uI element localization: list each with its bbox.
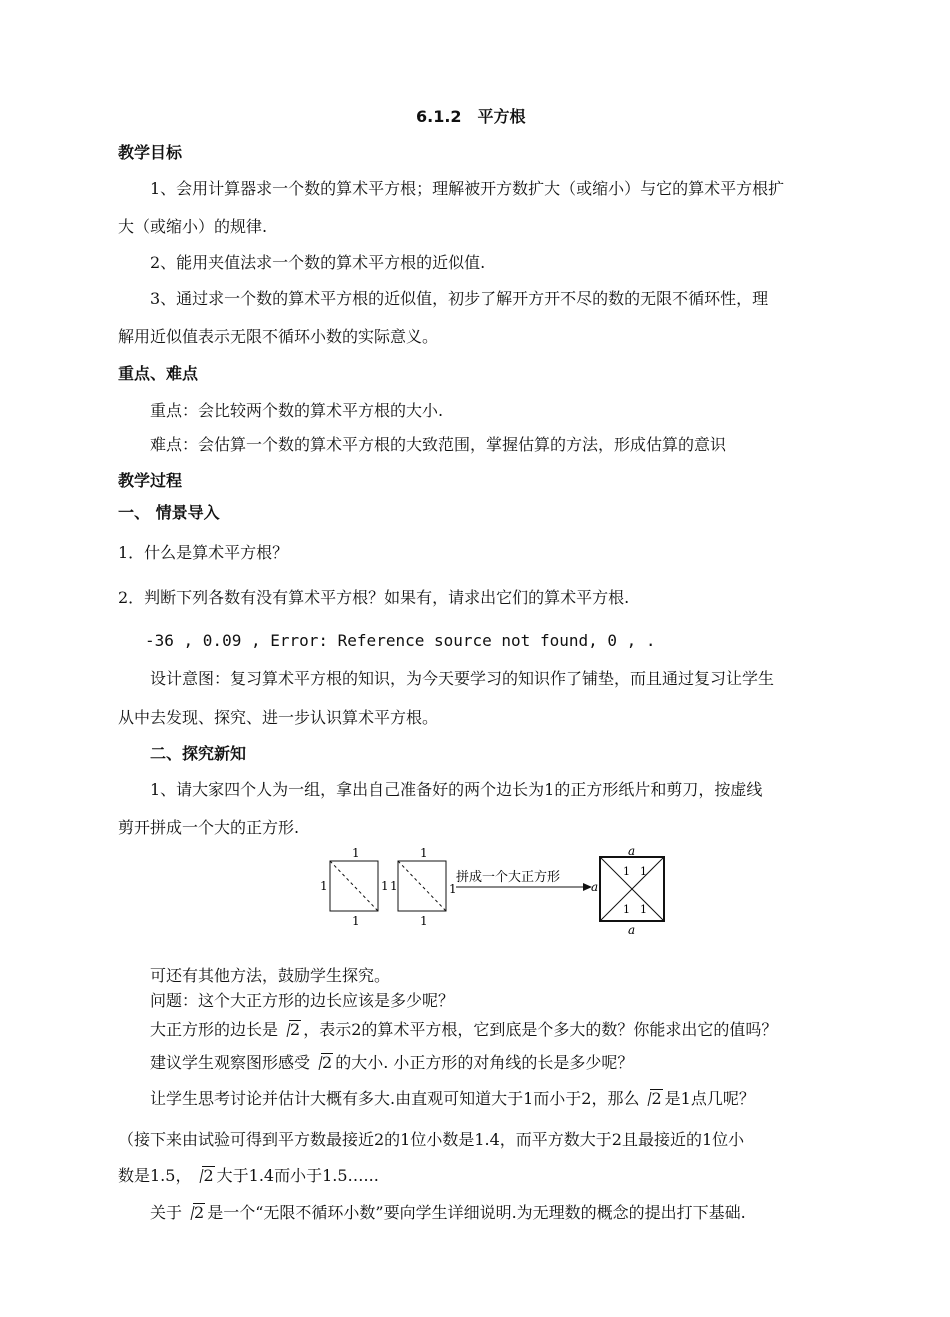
label-a: a [591,880,599,894]
label-1: 1 [623,865,630,878]
question-1: 1．什么是算术平方根？ [118,543,289,562]
goal-2: 2、能用夹值法求一个数的算术平方根的近似值. [150,253,486,272]
difficult-point: 难点：会估算一个数的算术平方根的大致范围，掌握估算的方法，形成估算的意识 [150,435,727,454]
label-1: 1 [420,914,428,928]
sqrt-2: 2 [193,1166,214,1185]
explore-line-1: 1、请大家四个人为一组，拿出自己准备好的两个边长为1的正方形纸片和剪刀，按虚线 [150,780,763,799]
label-1: 1 [320,879,328,893]
label-1: 1 [352,914,360,928]
paragraph-trial-line-2 [118,1163,379,1186]
part-1-heading: 一、 情景导入 [118,503,220,522]
section-heading-key-points: 重点、难点 [118,364,199,383]
arrow-label: 拼成一个大正方形 [456,870,561,885]
design-intent-line-2: 从中去发现、探究、进一步认识算术平方根。 [118,708,439,727]
label-1: 1 [623,903,630,916]
sqrt-2: 2 [184,1203,205,1222]
other-methods: 可还有其他方法，鼓励学生探究。 [150,966,391,985]
text: 建议学生观察图形感受 [150,1053,311,1072]
part-2-heading: 二、探究新知 [150,744,247,763]
small-square-1 [330,861,378,911]
text: 关于 [150,1203,183,1222]
section-heading-goals: 教学目标 [118,143,183,162]
text: ，表示2的算术平方根，它到底是个多大的数？你能求出它的值吗？ [303,1020,778,1039]
explore-line-2: 剪开拼成一个大的正方形. [118,818,300,837]
question-2: 2．判断下列各数有没有算术平方根？如果有，请求出它们的算术平方根. [118,588,630,607]
paragraph-irrational [150,1200,746,1223]
square-assembly-figure [310,845,680,937]
label-1: 1 [381,879,389,893]
label-1: 1 [449,882,457,896]
text: 的大小. 小正方形的对角线的长是多少呢？ [335,1053,634,1072]
sqrt-2: 2 [641,1089,662,1108]
paragraph-estimate [150,1086,755,1109]
goal-3-line-1: 3、通过求一个数的算术平方根的近似值，初步了解开方开不尽的数的无限不循环性，理 [150,289,769,308]
text: 让学生思考讨论并估计大概有多大.由直观可知道大于1而小于2，那么 [150,1089,640,1108]
label-1: 1 [640,903,647,916]
text: 大正方形的边长是 [150,1020,279,1039]
goal-1-line-2: 大（或缩小）的规律. [118,217,268,236]
label-1: 1 [640,865,647,878]
diagonal-dashed-2 [398,861,446,911]
question: 问题：这个大正方形的边长应该是多少呢？ [150,991,455,1010]
text: 是1点几呢？ [664,1089,755,1108]
section-heading-process: 教学过程 [118,471,183,490]
small-square-2 [398,861,446,911]
paragraph-trial-line-1: （接下来由试验可得到平方数最接近2的1位小数是1.4，而平方数大于2且最接近的1位小 [118,1130,745,1149]
page-title: 6.1.2 平方根 [416,107,526,126]
diagonal-dashed-1 [330,861,378,911]
label-a: a [628,923,636,937]
key-point: 重点：会比较两个数的算术平方根的大小. [150,401,444,420]
goal-1-line-1: 1、会用计算器求一个数的算术平方根；理解被开方数扩大（或缩小）与它的算术平方根扩 [150,179,785,198]
sqrt-2: 2 [280,1020,301,1039]
text: 数是1.5， [118,1166,192,1185]
label-1: 1 [352,846,360,860]
text: 大于1.4而小于1.5…... [216,1166,379,1185]
design-intent-line-1: 设计意图：复习算术平方根的知识，为今天要学习的知识作了铺垫，而且通过复习让学生 [150,669,775,688]
label-1: 1 [420,846,428,860]
paragraph-side-length [150,1017,777,1040]
text: 是一个“无限不循环小数”要向学生详细说明.为无理数的概念的提出打下基础. [207,1203,746,1222]
goal-3-line-2: 解用近似值表示无限不循环小数的实际意义。 [118,327,439,346]
number-list: -36 , 0.09 , Error: Reference source not found, 0 , . [145,631,656,650]
sqrt-2: 2 [312,1053,333,1072]
label-1: 1 [390,879,398,893]
label-a: a [628,845,636,858]
paragraph-observe [150,1050,633,1073]
